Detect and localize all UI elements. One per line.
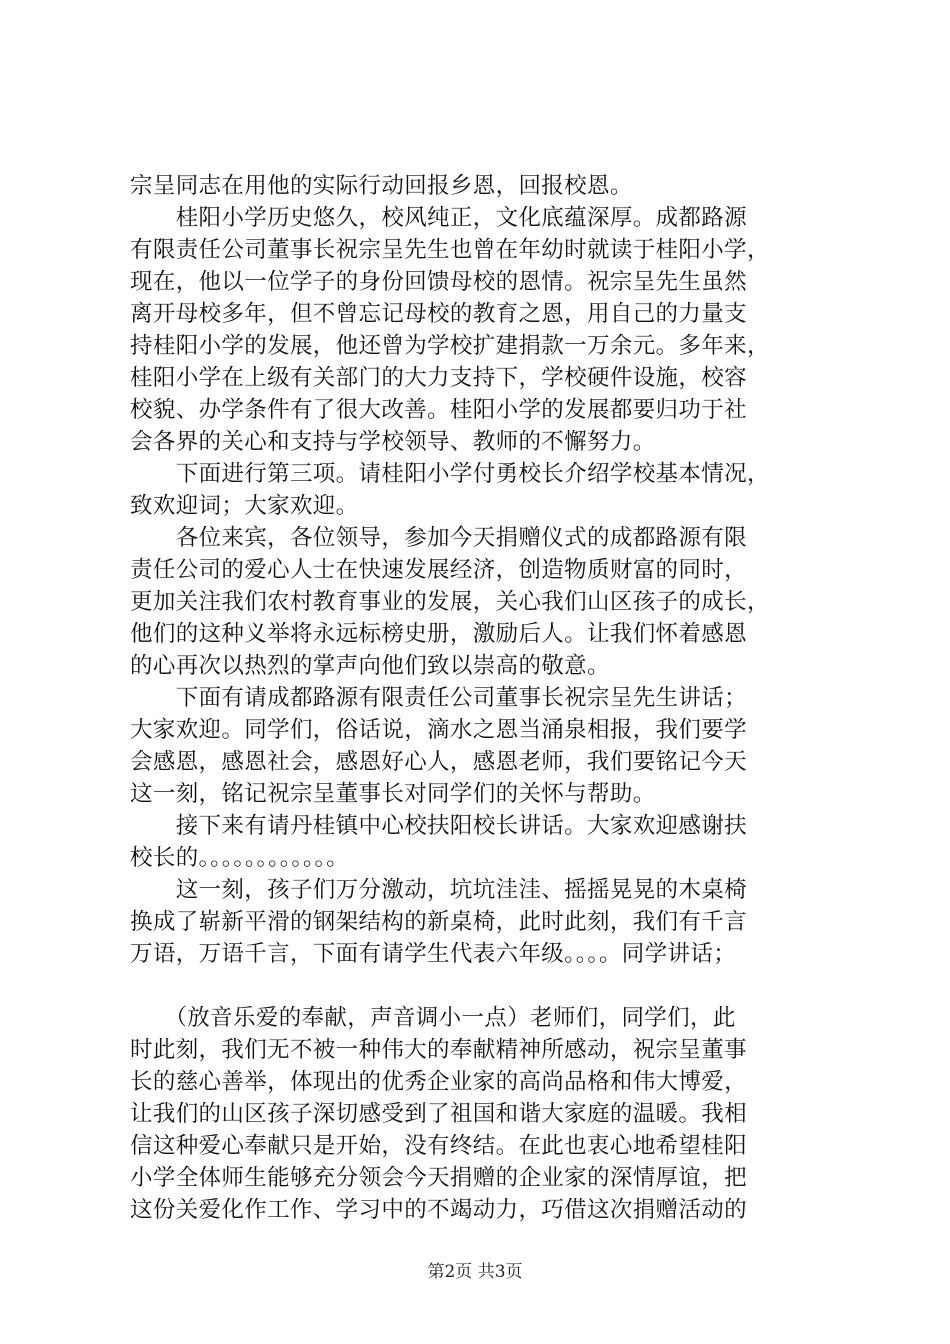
text-line: 信这种爱心奉献只是开始，没有终结。在此也衷心地希望桂阳 [130,1133,747,1159]
text-line: 让我们的山区孩子深切感受到了祖国和谐大家庭的温暖。我相 [130,1101,747,1127]
text-line: 桂阳小学在上级有关部门的大力支持下，学校硬件设施，校容 [130,365,747,391]
paragraph-gap [130,970,830,1002]
text-line: 万语，万语千言，下面有请学生代表六年级。。。。同学讲话； [130,941,737,967]
text-line: 校貌、办学条件有了很大改善。桂阳小学的发展都要归功于社 [130,397,747,423]
text-line: 长的慈心善举，体现出的优秀企业家的高尚品格和伟大博爱， [130,1069,747,1095]
text-line: 持桂阳小学的发展，他还曾为学校扩建捐款一万余元。多年来， [130,333,770,359]
text-line: 时此刻，我们无不被一种伟大的奉献精神所感动，祝宗呈董事 [130,1037,747,1063]
text-line: 会各界的关心和支持与学校领导、教师的不懈努力。 [130,429,656,455]
text-line: 现在，他以一位学子的身份回馈母校的恩情。祝宗呈先生虽然 [130,269,747,295]
text-line: 换成了崭新平滑的钢架结构的新桌椅，此时此刻，我们有千言 [130,909,747,935]
text-line: 校长的。。。。。。。。。。。。 [130,845,350,871]
text-line: 接下来有请丹桂镇中心校扶阳校长讲话。大家欢迎感谢扶 [130,813,747,839]
text-line: 桂阳小学历史悠久，校风纯正，文化底蕴深厚。成都路源 [130,205,747,231]
text-line: 会感恩，感恩社会，感恩好心人，感恩老师，我们要铭记今天 [130,749,747,775]
text-line: 下面有请成都路源有限责任公司董事长祝宗呈先生讲话； [130,685,747,711]
text-line: 的心再次以热烈的掌声向他们致以崇高的敬意。 [130,653,610,679]
text-line: 宗呈同志在用他的实际行动回报乡恩，回报校恩。 [130,173,633,199]
text-line: 责任公司的爱心人士在快速发展经济，创造物质财富的同时， [130,557,747,583]
text-line: 更加关注我们农村教育事业的发展，关心我们山区孩子的成长， [130,589,770,615]
text-line: 这一刻，铭记祝宗呈董事长对同学们的关怀与帮助。 [130,781,656,807]
text-line: 致欢迎词；大家欢迎。 [130,493,359,519]
text-line: 各位来宾，各位领导，参加今天捐赠仪式的成都路源有限 [130,525,747,551]
page-number-label: 第2页 共3页 [427,1262,523,1282]
text-line: 小学全体师生能够充分领会今天捐赠的企业家的深情厚谊，把 [130,1165,747,1191]
document-body [130,170,830,1226]
text-line: 下面进行第三项。请桂阳小学付勇校长介绍学校基本情况， [130,461,770,487]
text-line: 大家欢迎。同学们，俗话说，滴水之恩当涌泉相报，我们要学 [130,717,747,743]
page-footer [0,1260,950,1284]
text-line: 有限责任公司董事长祝宗呈先生也曾在年幼时就读于桂阳小学， [130,237,770,263]
text-line: 离开母校多年，但不曾忘记母校的教育之恩，用自己的力量支 [130,301,747,327]
text-line: 他们的这种义举将永远标榜史册，激励后人。让我们怀着感恩 [130,621,747,647]
text-line: 这份关爱化作工作、学习中的不竭动力，巧借这次捐赠活动的 [130,1197,747,1223]
text-line: （放音乐爱的奉献，声音调小一点）老师们，同学们，此 [130,1005,736,1031]
text-line: 这一刻，孩子们万分激动，坑坑洼洼、摇摇晃晃的木桌椅 [130,877,747,903]
